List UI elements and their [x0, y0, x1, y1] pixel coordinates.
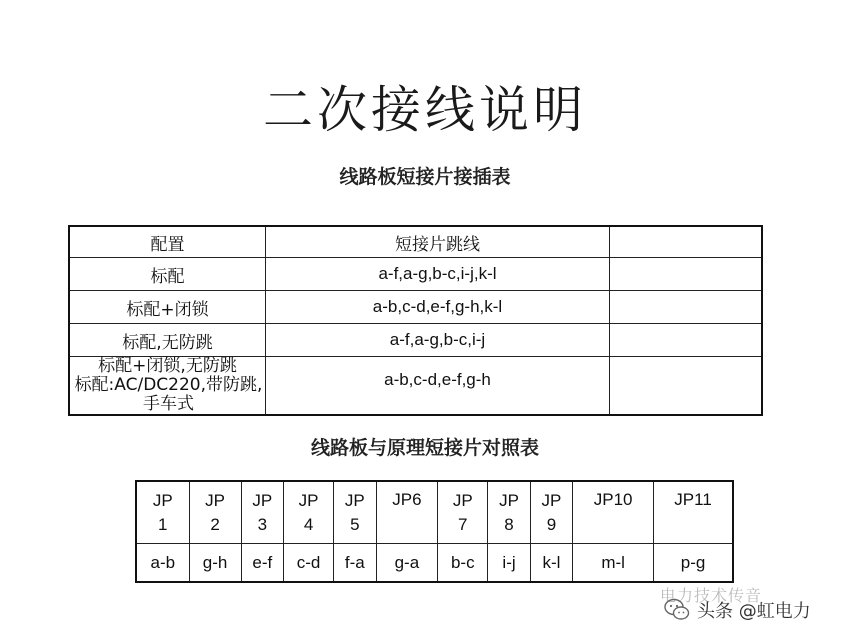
- wechat-icon: [663, 596, 691, 624]
- jp-value-cell: b-c: [438, 544, 488, 583]
- empty-cell: [610, 291, 763, 324]
- jp-name-line: JP: [205, 490, 225, 510]
- table-header-row: [69, 226, 762, 258]
- table-row: [69, 357, 762, 416]
- jp-name-line: JP: [541, 490, 562, 510]
- jp-value-cell: c-d: [284, 544, 334, 583]
- jp-name-cell: [573, 481, 654, 544]
- jp-name-number: 1: [158, 514, 168, 534]
- jp-value-cell: i-j: [488, 544, 530, 583]
- jp-name-cell: [488, 481, 530, 544]
- config-line: 标配+闭锁,无防跳: [98, 356, 237, 376]
- jp-value-cell: m-l: [573, 544, 654, 583]
- header-config: 配置: [69, 226, 266, 258]
- jp-value-cell: p-g: [654, 544, 733, 583]
- jp-mapping-table: [135, 480, 734, 583]
- table-row: [69, 291, 762, 324]
- jumpers-cell: a-b,c-d,e-f,g-h,k-l: [266, 291, 610, 324]
- jumpers-cell: [266, 357, 610, 416]
- jp-name-number: 9: [546, 514, 557, 534]
- jp-name-cell: [284, 481, 334, 544]
- jp-name-number: 5: [350, 514, 360, 534]
- jp-name-cell: [654, 481, 733, 544]
- config-table-title: 线路板短接片接插表: [339, 166, 511, 188]
- empty-cell: [610, 324, 763, 357]
- table-row: [69, 258, 762, 291]
- jumpers-value: a-b,c-d,e-f,g-h: [384, 369, 491, 389]
- jp-name-line: JP: [152, 490, 173, 510]
- config-cell: 标配: [69, 258, 266, 291]
- jp-name-cell: [241, 481, 283, 544]
- source-credit: 头条 @虹电力: [697, 601, 811, 622]
- jp-value-cell: f-a: [334, 544, 376, 583]
- jp-name-cell: [189, 481, 241, 544]
- jp-name-line: JP: [298, 490, 319, 510]
- table-row: [69, 324, 762, 357]
- jp-name-cell: [438, 481, 488, 544]
- jp-name-line: JP: [252, 490, 273, 510]
- jp-name-line: JP: [499, 490, 519, 510]
- jp-name-number: 7: [458, 514, 468, 534]
- jp-name-number: 8: [504, 514, 514, 534]
- jp-name-cell: [376, 481, 438, 544]
- jp-name-line: JP6: [392, 490, 422, 509]
- jumpers-cell: a-f,a-g,b-c,i-j: [266, 324, 610, 357]
- jp-name-line: JP: [452, 490, 473, 510]
- jp-name-number: 3: [257, 514, 268, 534]
- jp-name-cell: [334, 481, 376, 544]
- watermark-text: 电力技术传音: [660, 586, 763, 605]
- empty-cell: [610, 357, 763, 416]
- jp-value-row: [136, 544, 733, 583]
- jp-name-cell: [136, 481, 189, 544]
- jp-name-number: 2: [210, 514, 220, 534]
- jp-value-cell: k-l: [530, 544, 572, 583]
- mapping-table-title: 线路板与原理短接片对照表: [310, 437, 539, 459]
- jumper-config-table: [68, 225, 763, 416]
- page-title: 二次接线说明: [263, 81, 587, 139]
- config-cell-multiline: [69, 357, 266, 416]
- jp-value-cell: e-f: [241, 544, 283, 583]
- jp-value-cell: a-b: [136, 544, 189, 583]
- jp-name-row: [136, 481, 733, 544]
- config-cell: 标配,无防跳: [69, 324, 266, 357]
- header-empty: [610, 226, 763, 258]
- jp-value-cell: g-h: [189, 544, 241, 583]
- jp-value-cell: g-a: [376, 544, 438, 583]
- jp-name-line: JP: [344, 490, 365, 510]
- jp-name-cell: [530, 481, 572, 544]
- config-line: 标配:AC/DC220,带防跳,手车式: [74, 375, 263, 414]
- header-jumpers: 短接片跳线: [266, 226, 610, 258]
- config-cell: 标配+闭锁: [69, 291, 266, 324]
- jumpers-cell: a-f,a-g,b-c,i-j,k-l: [266, 258, 610, 291]
- jp-name-number: 4: [303, 514, 314, 534]
- empty-cell: [610, 258, 763, 291]
- jp-name-line: JP11: [674, 490, 712, 509]
- jp-name-line: JP10: [593, 490, 633, 509]
